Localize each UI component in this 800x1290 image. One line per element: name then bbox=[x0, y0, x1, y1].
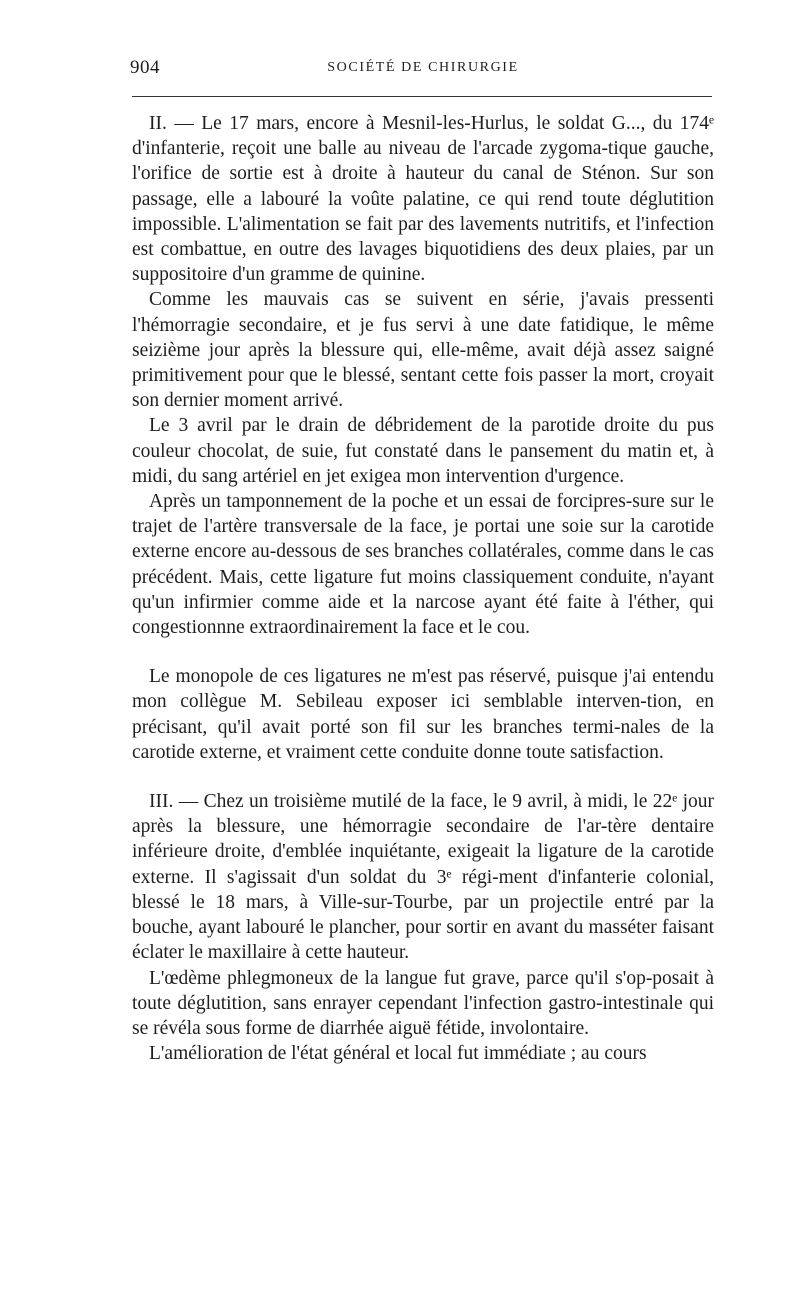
paragraph: L'œdème phlegmoneux de la langue fut grave, parce qu'il s'op-posait à toute déglutition, sans enrayer cependant l'infection gastro-intestinale qui se révéla sous forme de diarrhée aiguë fétide, involontaire. bbox=[132, 967, 714, 1039]
body-text bbox=[132, 111, 714, 1066]
paragraph: Le 3 avril par le drain de débridement de la parotide droite du pus couleur chocolat, de suie, fut constaté dans le pansement du matin et, à midi, du sang artériel en jet exigea mon intervention d'urgence. bbox=[132, 415, 714, 487]
paragraph: L'amélioration de l'état général et local fut immédiate ; au cours bbox=[149, 1043, 647, 1065]
header-rule bbox=[132, 96, 712, 97]
paragraph: III. — Chez un troisième mutilé de la face, le 9 avril, à midi, le 22ᵉ jour après la blessure, une hémorragie secondaire de l'ar-tère dentaire inférieure droite, d'emblée inquiétante, exigeait la ligature de la carotide externe. Il s'agissait d'un soldat du 3ᵉ régi-ment d'infanterie colonial, blessé le 18 mars, à Ville-sur-Tourbe, par un projectile entré par la bouche, ayant labouré le plancher, pour sortir en avant du masséter faisant éclater le maxillaire à cette hauteur. bbox=[132, 791, 714, 964]
running-head: SOCIÉTÉ DE CHIRURGIE bbox=[327, 60, 519, 75]
paragraph: II. — Le 17 mars, encore à Mesnil-les-Hurlus, le soldat G..., du 174ᵉ d'infanterie, reçoit une balle au niveau de l'arcade zygoma-tique gauche, l'orifice de sortie est à droite à hauteur du canal de Sténon. Sur son passage, elle a labouré la voûte palatine, ce qui rend toute déglutition impossible. L'alimentation se fait par des lavements nutritifs, et l'infection est combattue, en outre des lavages biquotidiens des deux plaies, par un suppositoire d'un gramme de quinine. bbox=[132, 113, 714, 286]
paragraph: Comme les mauvais cas se suivent en série, j'avais pressenti l'hémorragie secondaire, et je fus servi à une date fatidique, le même seizième jour après la blessure qui, elle-même, avait déjà assez saigné primitivement pour que le blessé, sentant cette fois passer la mort, croyait son dernier moment arrivé. bbox=[132, 289, 714, 412]
page-header bbox=[132, 57, 714, 87]
paragraph: Après un tamponnement de la poche et un essai de forcipres-sure sur le trajet de l'artère transversale de la face, je portai une soie sur la carotide externe encore au-dessous de ses branches collatérales, comme dans le cas précédent. Mais, cette ligature fut moins classiquement conduite, n'ayant qu'un infirmier comme aide et la narcose ayant été faite à l'éther, qui congestionnne extraordinairement la face et le cou. bbox=[132, 491, 714, 639]
page-number: 904 bbox=[130, 57, 160, 78]
paragraph: Le monopole de ces ligatures ne m'est pas réservé, puisque j'ai entendu mon collègue M. Sebileau exposer ici semblable interven-tion, en précisant, qu'il avait porté son fil sur les branches termi-nales de la carotide externe, et vraiment cette conduite donne toute satisfaction. bbox=[132, 666, 714, 763]
